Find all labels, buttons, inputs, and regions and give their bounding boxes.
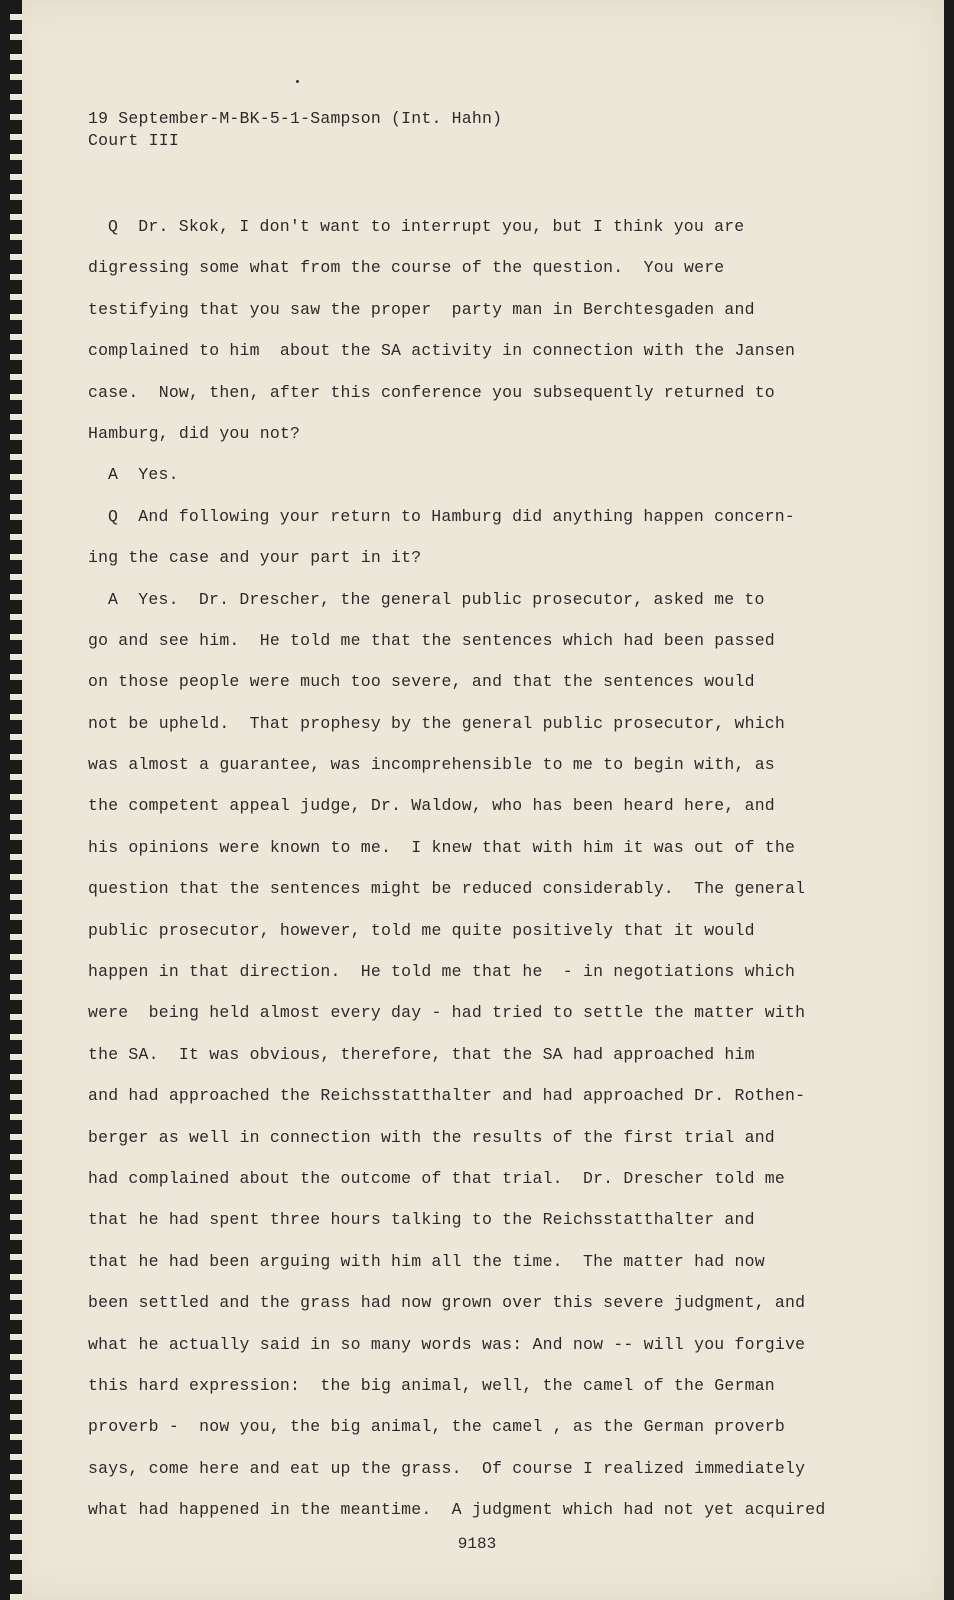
text-line: complained to him about the SA activity in connection with the Jansen [88, 341, 796, 361]
text-line: ing the case and your part in it? [88, 548, 422, 568]
text-line: A Yes. Dr. Drescher, the general public prosecutor, asked me to [108, 589, 765, 609]
speck [296, 80, 299, 83]
text-line: the SA. It was obvious, therefore, that the SA had approached him [88, 1044, 755, 1064]
text-line: on those people were much too severe, and that the sentences would [88, 672, 755, 692]
text-line: that he had spent three hours talking to the Reichsstatthalter and [88, 1210, 755, 1230]
header-line-2: Court III [88, 131, 179, 150]
text-line: testifying that you saw the proper party man in Berchtesgaden and [88, 299, 755, 319]
text-line: been settled and the grass had now grown over this severe judgment, and [88, 1293, 806, 1313]
text-line: Hamburg, did you not? [88, 423, 301, 443]
text-line: berger as well in connection with the results of the first trial and [88, 1127, 775, 1147]
text-line: the competent appeal judge, Dr. Waldow, who has been heard here, and [88, 796, 775, 816]
header-line-1: 19 September-M-BK-5-1-Sampson (Int. Hahn) [88, 109, 503, 128]
text-line: public prosecutor, however, told me quite positively that it would [88, 920, 755, 940]
text-line: Q Dr. Skok, I don't want to interrupt you, but I think you are [108, 217, 745, 236]
text-line: that he had been arguing with him all the time. The matter had now [88, 1251, 765, 1271]
text-line: Q And following your return to Hamburg did anything happen concern- [108, 506, 795, 526]
text-line: his opinions were known to me. I knew that with him it was out of the [88, 837, 796, 857]
text-line: this hard expression: the big animal, well, the camel of the German [88, 1375, 775, 1395]
text-line: happen in that direction. He told me that he - in negotiations which [88, 962, 796, 982]
transcript-body [88, 215, 828, 1540]
text-line: not be upheld. That prophesy by the general public prosecutor, which [88, 713, 786, 733]
text-line: had complained about the outcome of that trial. Dr. Drescher told me [88, 1168, 786, 1188]
binding-edge [10, 0, 22, 1600]
text-line: says, come here and eat up the grass. Of course I realized immediately [88, 1458, 806, 1478]
text-line: go and see him. He told me that the sentences which had been passed [88, 630, 775, 650]
text-line: and had approached the Reichsstatthalter and had approached Dr. Rothen- [88, 1086, 806, 1106]
text-line: what he actually said in so many words was: And now -- will you forgive [88, 1334, 806, 1354]
text-line: proverb - now you, the big animal, the camel , as the German proverb [88, 1417, 786, 1437]
text-line: digressing some what from the course of the question. You were [88, 258, 725, 278]
text-line: A Yes. [108, 465, 179, 485]
page-number: 9183 [457, 1535, 497, 1553]
text-line: were being held almost every day - had tried to settle the matter with [88, 1003, 806, 1023]
text-line: what had happened in the meantime. A judgment which had not yet acquired [88, 1500, 826, 1520]
text-line: was almost a guarantee, was incomprehensible to me to begin with, as [88, 755, 775, 775]
text-line: question that the sentences might be reduced considerably. The general [88, 879, 806, 899]
document-header [88, 108, 502, 152]
text-line: case. Now, then, after this conference you subsequently returned to [88, 382, 775, 402]
